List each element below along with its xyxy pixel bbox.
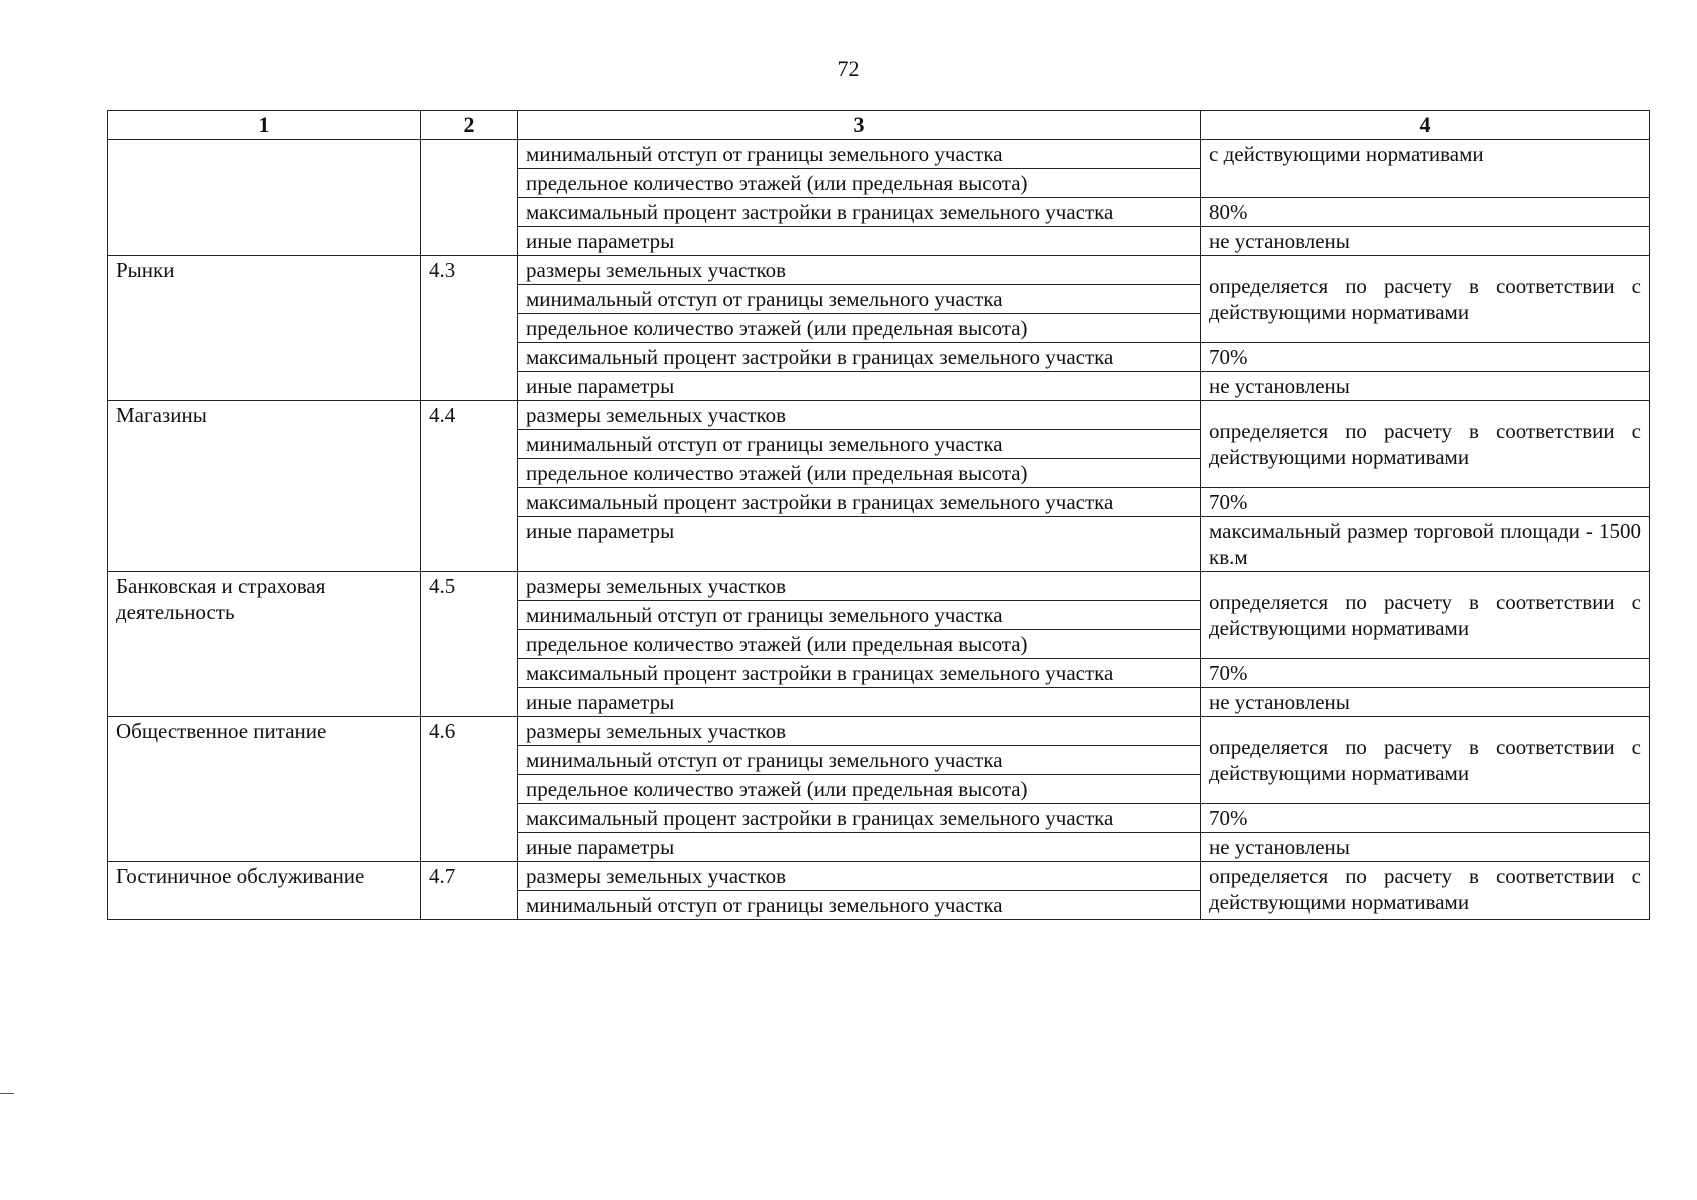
param-cell: размеры земельных участков [518, 256, 1201, 285]
use-name-cell: Общественное питание [108, 717, 421, 862]
param-cell: иные параметры [518, 517, 1201, 572]
use-name-cell: Рынки [108, 256, 421, 401]
value-cell: определяется по расчету в соответствии с действующими нормативами [1201, 862, 1650, 920]
param-cell: размеры земельных участков [518, 717, 1201, 746]
column-header: 2 [421, 111, 518, 140]
value-cell: максимальный размер торговой площади - 1500 кв.м [1201, 517, 1650, 572]
use-code-cell: 4.6 [421, 717, 518, 862]
value-cell: определяется по расчету в соответствии с действующими нормативами [1201, 717, 1650, 804]
param-cell: иные параметры [518, 372, 1201, 401]
value-cell: не установлены [1201, 227, 1650, 256]
param-cell: максимальный процент застройки в границах земельного участка [518, 198, 1201, 227]
param-cell: иные параметры [518, 833, 1201, 862]
param-cell: максимальный процент застройки в границах земельного участка [518, 804, 1201, 833]
use-code-cell: 4.5 [421, 572, 518, 717]
param-cell: предельное количество этажей (или предельная высота) [518, 169, 1201, 198]
table-row [108, 401, 1650, 430]
column-header: 1 [108, 111, 421, 140]
param-cell: размеры земельных участков [518, 572, 1201, 601]
value-cell: 70% [1201, 804, 1650, 833]
param-cell: размеры земельных участков [518, 401, 1201, 430]
value-cell: с действующими нормативами [1201, 140, 1650, 198]
value-cell: 70% [1201, 488, 1650, 517]
use-name-cell [108, 140, 421, 256]
table-row [108, 140, 1650, 169]
param-cell: размеры земельных участков [518, 862, 1201, 891]
param-cell: максимальный процент застройки в границах земельного участка [518, 343, 1201, 372]
table-row [108, 256, 1650, 285]
page-number: 72 [837, 56, 860, 81]
value-cell: 70% [1201, 343, 1650, 372]
use-code-cell: 4.7 [421, 862, 518, 920]
param-cell: максимальный процент застройки в границах земельного участка [518, 488, 1201, 517]
value-cell: определяется по расчету в соответствии с действующими нормативами [1201, 572, 1650, 659]
table-header-row [108, 111, 1650, 140]
use-code-cell: 4.4 [421, 401, 518, 572]
param-cell: минимальный отступ от границы земельного участка [518, 891, 1201, 920]
use-name-cell: Банковская и страховая деятельность [108, 572, 421, 717]
use-code-cell [421, 140, 518, 256]
value-cell: 70% [1201, 659, 1650, 688]
margin-mark [0, 1093, 14, 1094]
param-cell: минимальный отступ от границы земельного участка [518, 746, 1201, 775]
value-cell: не установлены [1201, 833, 1650, 862]
param-cell: минимальный отступ от границы земельного участка [518, 430, 1201, 459]
regulations-table [107, 110, 1650, 920]
value-cell: не установлены [1201, 372, 1650, 401]
param-cell: максимальный процент застройки в границах земельного участка [518, 659, 1201, 688]
column-header: 4 [1201, 111, 1650, 140]
use-name-cell: Гостиничное обслуживание [108, 862, 421, 920]
use-name-cell: Магазины [108, 401, 421, 572]
value-cell: определяется по расчету в соответствии с действующими нормативами [1201, 401, 1650, 488]
value-cell: определяется по расчету в соответствии с действующими нормативами [1201, 256, 1650, 343]
param-cell: минимальный отступ от границы земельного участка [518, 601, 1201, 630]
param-cell: предельное количество этажей (или предельная высота) [518, 775, 1201, 804]
use-code-cell: 4.3 [421, 256, 518, 401]
param-cell: предельное количество этажей (или предельная высота) [518, 314, 1201, 343]
table-row [108, 572, 1650, 601]
value-cell: не установлены [1201, 688, 1650, 717]
table-row [108, 717, 1650, 746]
param-cell: предельное количество этажей (или предельная высота) [518, 459, 1201, 488]
value-cell: 80% [1201, 198, 1650, 227]
column-header: 3 [518, 111, 1201, 140]
param-cell: предельное количество этажей (или предельная высота) [518, 630, 1201, 659]
param-cell: минимальный отступ от границы земельного участка [518, 285, 1201, 314]
param-cell: минимальный отступ от границы земельного участка [518, 140, 1201, 169]
table-row [108, 862, 1650, 891]
param-cell: иные параметры [518, 227, 1201, 256]
param-cell: иные параметры [518, 688, 1201, 717]
